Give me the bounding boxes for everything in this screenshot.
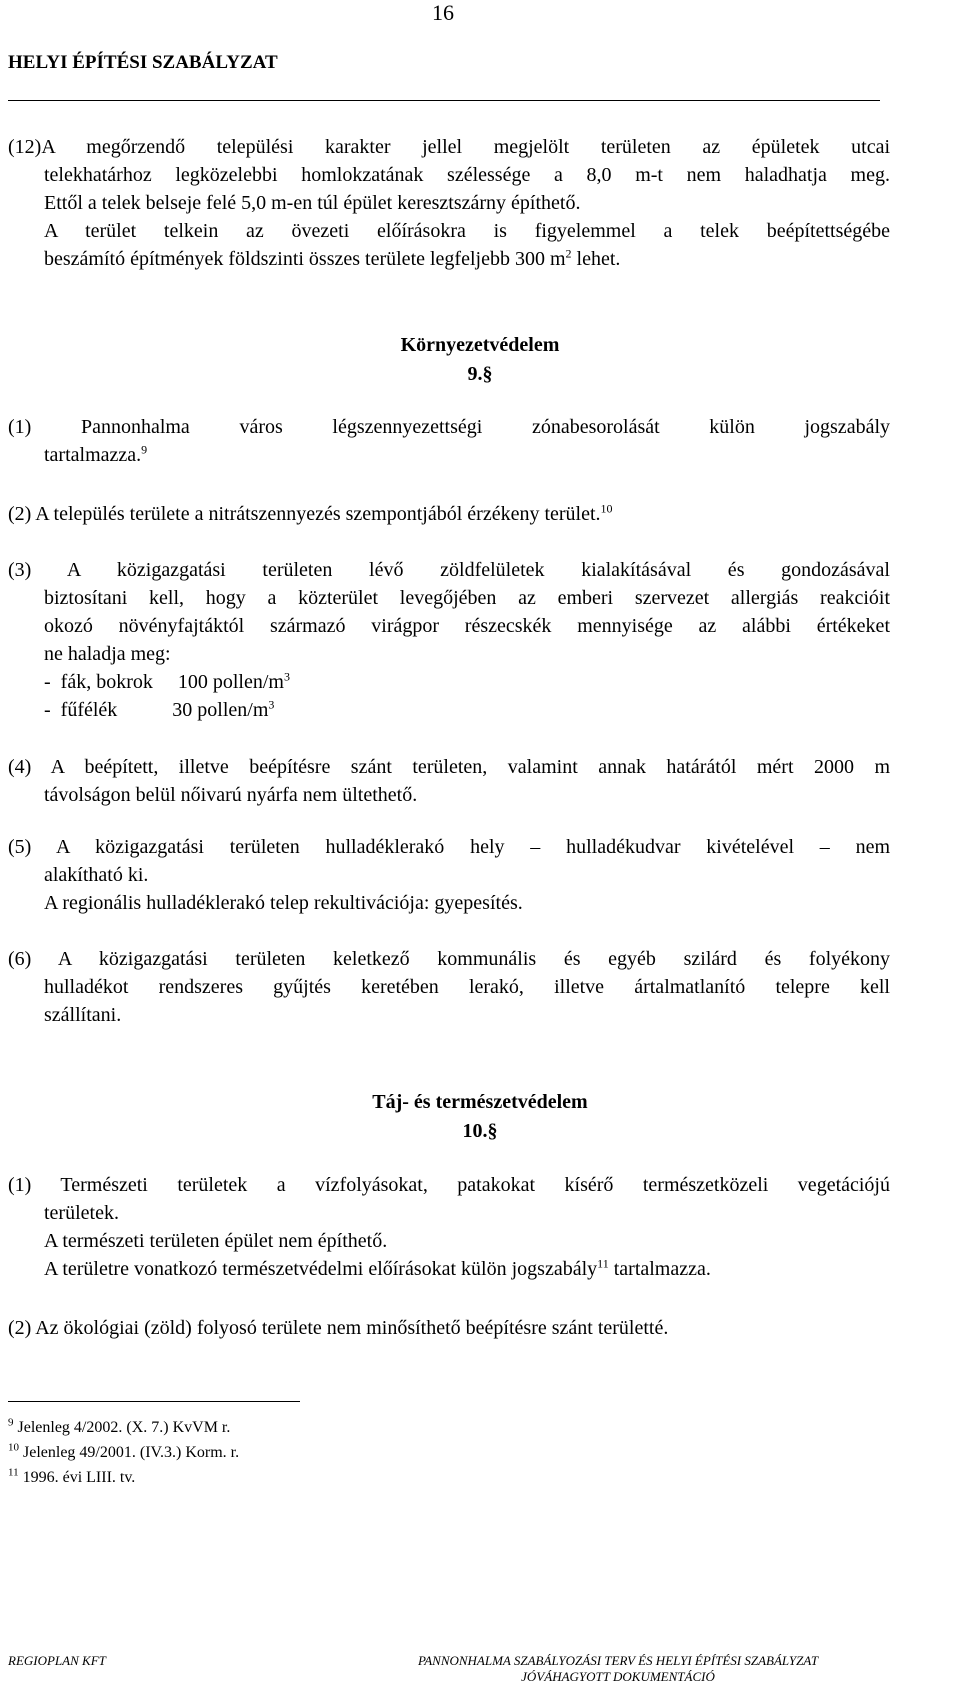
header-title: HELYI ÉPÍTÉSI SZABÁLYZAT [8,52,278,73]
paragraph-12-line: A terület telkein az övezeti előírásokra is figyelemmel a telek beépítettségébe [44,220,890,242]
section-10-paragraph-1 [8,1171,890,1283]
footnote [8,1443,239,1463]
section-9-paragraph-3 [8,556,890,724]
paragraph-line: (1) Pannonhalma város légszennyezettségi zónabesorolását külön jogszabály [8,416,890,438]
footnote-number: 11 [8,1466,19,1479]
paragraph-line: (6) A közigazgatási területen keletkező kommunális és egyéb szilárd és folyékony [8,948,890,970]
footnote-text: 1996. évi LIII. tv. [18,1469,136,1486]
text-span: - fák, bokrok 100 pollen/m [44,671,284,693]
paragraph-line [8,500,890,528]
section-9-paragraph-6 [8,945,890,1029]
footnote-number: 9 [8,1416,14,1429]
text-span: A területre vonatkozó természetvédelmi előírásokat külön jogszabály [44,1258,598,1280]
paragraph-line: ne haladja meg: [44,643,171,665]
paragraph-line: szállítani. [44,1004,122,1026]
paragraph-line: területek. [44,1202,119,1224]
footnote-text: Jelenleg 4/2002. (X. 7.) KvVM r. [13,1419,231,1436]
footnote [8,1468,135,1488]
page-number: 16 [432,0,454,25]
paragraph-12-line: Ettől a telek belseje felé 5,0 m-en túl épület keresztszárny építhető. [44,192,581,214]
paragraph-line: A természeti területen épület nem építhető. [44,1230,388,1252]
footer-document-title [362,1653,874,1685]
text-span: (2) A település területe a nitrátszennyezés szempontjából érzékeny terület. [8,503,601,525]
section-9-paragraph-4 [8,753,890,809]
footnote-ref: 11 [597,1256,609,1271]
paragraph-line: biztosítani kell, hogy a közterület levegőjében az emberi szervezet allergiás reakcióit [44,587,890,609]
superscript: 3 [283,669,290,684]
footer-line: PANNONHALMA SZABÁLYOZÁSI TERV ÉS HELYI ÉPÍTÉSI SZABÁLYZAT [417,1653,819,1668]
paragraph-12-line: (12)A megőrzendő települési karakter jellel megjelölt területen az épületek utcai [8,136,890,158]
footnote-number: 10 [8,1441,19,1454]
paragraph-line [8,441,890,469]
text-span: lehet. [571,248,621,270]
paragraph-12-line: telekhatárhoz legközelebbi homlokzatának szélessége a 8,0 m-t nem haladhatja meg. [44,164,890,186]
footer-company: REGIOPLAN KFT [8,1653,106,1668]
section-10-paragraph-2 [8,1314,890,1342]
paragraph-line: (3) A közigazgatási területen lévő zöldfelületek kialakításával és gondozásával [8,559,890,581]
paragraph-line: távolságon belül nőivarú nyárfa nem ültethető. [44,784,418,806]
text-span: - fűfélék 30 pollen/m [44,699,269,721]
section-10-number: 10.§ [462,1120,498,1142]
section-10-title: Táj- és természetvédelem [372,1091,588,1113]
paragraph-line: A regionális hulladéklerakó telep rekultivációja: gyepesítés. [44,892,523,914]
footnote-divider [8,1401,300,1402]
paragraph-line: (5) A közigazgatási területen hulladéklerakó hely – hulladékudvar kivételével – nem [8,836,890,858]
paragraph-12 [8,133,890,273]
paragraph-line: (4) A beépített, illetve beépítésre szánt területen, valamint annak határától mért 2000 m [8,756,890,778]
paragraph-line: alakítható ki. [44,864,149,886]
footer-line: JÓVÁHAGYOTT DOKUMENTÁCIÓ [521,1669,715,1684]
paragraph-line: okozó növényfajtáktól származó virágpor részecskék mennyisége az alábbi értékeket [44,615,890,637]
list-item [8,668,890,696]
footnote-ref: 10 [600,501,613,516]
footnote-text: Jelenleg 49/2001. (IV.3.) Korm. r. [19,1444,240,1461]
text-span: tartalmazza. [608,1258,711,1280]
paragraph-line [8,1255,890,1283]
paragraph-line: hulladékot rendszeres gyűjtés keretében lerakó, illetve ártalmatlanító telepre kell [44,976,890,998]
section-9-paragraph-5 [8,833,890,917]
text-span: tartalmazza. [44,444,142,466]
paragraph-line: (2) Az ökológiai (zöld) folyosó területe nem minősíthető beépítésre szánt területté. [8,1317,669,1339]
text-span: beszámító építmények földszinti összes területe legfeljebb 300 m [44,248,566,270]
footnote [8,1418,230,1438]
superscript: 3 [268,697,275,712]
paragraph-line: (1) Természeti területek a vízfolyásokat, patakokat kísérő természetközeli vegetációjú [8,1174,890,1196]
paragraph-12-line [8,245,890,273]
section-9-paragraph-1 [8,413,890,469]
section-9-paragraph-2 [8,500,890,528]
section-9-number: 9.§ [467,363,493,385]
list-item [8,696,890,724]
header-divider [8,100,880,101]
footnote-ref: 9 [141,442,148,457]
superscript: 2 [565,246,572,261]
section-9-title: Környezetvédelem [400,334,560,356]
